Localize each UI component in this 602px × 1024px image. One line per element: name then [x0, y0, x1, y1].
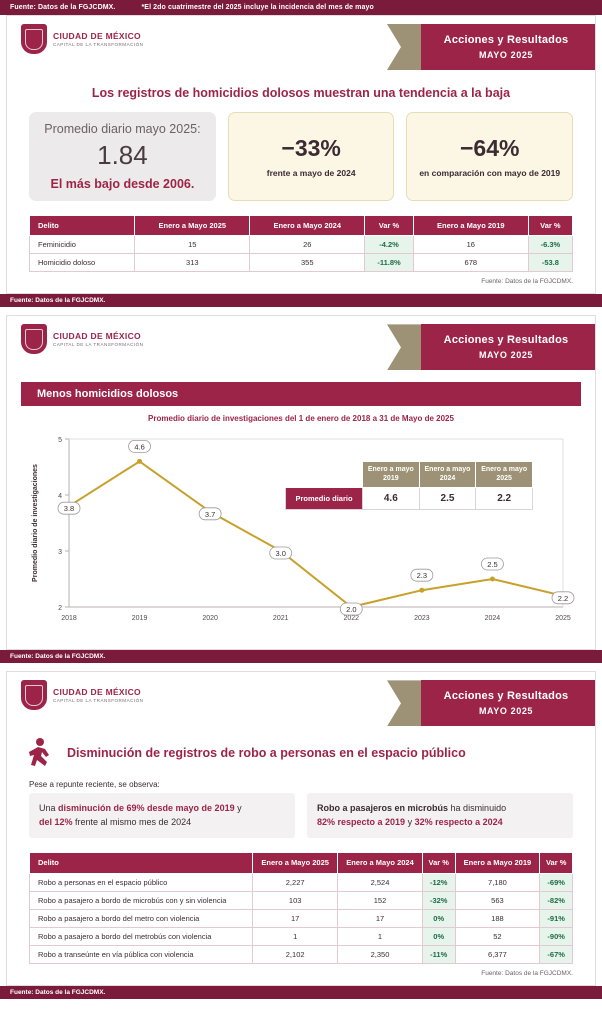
table-cell: 563	[455, 891, 540, 909]
header-ribbon	[387, 24, 595, 70]
table-cell: 17	[338, 909, 423, 927]
top-source-text: Fuente: Datos de la FGJCDMX.	[10, 4, 116, 11]
table-cell: 6,377	[455, 945, 540, 963]
cdmx-logo	[7, 24, 143, 54]
table-cell: 1	[338, 927, 423, 945]
cell-2025: 15	[135, 236, 250, 254]
svg-text:4.6: 4.6	[134, 442, 145, 452]
table-cell: Robo a pasajero a bordo del metro con violencia	[30, 909, 253, 927]
svg-text:4: 4	[58, 493, 62, 501]
box1-line2-rest: frente al mismo mes de 2024	[72, 816, 192, 827]
svg-text:3.7: 3.7	[204, 510, 216, 520]
table-cell: 2,227	[253, 873, 338, 891]
top-note-text: *El 2do cuatrimestre del 2025 incluye la incidencia del mes de mayo	[141, 4, 374, 11]
slide2-band-title: Menos homicidios dolosos	[21, 382, 581, 406]
slide3-highlight-boxes	[7, 793, 595, 838]
ribbon-tail	[387, 324, 421, 370]
table-cell: -91%	[540, 909, 573, 927]
cell-2019: 678	[413, 254, 528, 272]
box1-line2-strong: del 12%	[39, 816, 73, 827]
box1-mid: y	[234, 803, 242, 814]
col-delito: Delito	[30, 216, 135, 236]
brand-line2: CAPITAL DE LA TRANSFORMACIÓN	[53, 342, 144, 348]
table-cell: Robo a pasajero a bordo de microbús con y sin violencia	[30, 891, 253, 909]
cell-2025: 313	[135, 254, 250, 272]
slide-3	[0, 671, 602, 998]
cell-var24: -4.2%	[365, 236, 414, 254]
daily-average-value: 1.84	[97, 140, 148, 170]
cdmx-logo	[7, 680, 143, 710]
svg-text:2018: 2018	[61, 615, 77, 623]
col-var-2024: Var %	[365, 216, 414, 236]
cell-2024: 26	[250, 236, 365, 254]
svg-text:2020: 2020	[202, 615, 218, 623]
cell-var24: -11.8%	[365, 254, 414, 272]
col-delito: Delito	[30, 853, 253, 873]
highlight-box-1	[29, 793, 295, 838]
table-row	[30, 254, 573, 272]
svg-text:2025: 2025	[555, 615, 571, 623]
header-ribbon	[387, 680, 595, 726]
col-ene-may-2024: Enero a Mayo 2024	[250, 216, 365, 236]
table-cell: -32%	[422, 891, 455, 909]
cell-var19: -53.8	[528, 254, 572, 272]
table-cell: -90%	[540, 927, 573, 945]
table-row	[30, 236, 573, 254]
cell-delito: Feminicidio	[30, 236, 135, 254]
mini-val-2024: 2.5	[419, 488, 476, 510]
running-person-icon	[23, 736, 57, 770]
slide1-source: Fuente: Datos de la FGJCDMX.	[481, 278, 573, 286]
mini-col-blank	[286, 462, 363, 488]
table-cell: Robo a pasajero a bordo del metrobús con violencia	[30, 927, 253, 945]
variation-2019-card	[406, 112, 573, 201]
ribbon-title: Acciones y Resultados	[443, 334, 569, 347]
col-ene-may-2019: Enero a Mayo 2019	[455, 853, 540, 873]
box1-pre: Una	[39, 803, 59, 814]
svg-text:2022: 2022	[343, 615, 360, 623]
ribbon-title: Acciones y Resultados	[443, 34, 569, 46]
header-ribbon	[387, 324, 595, 370]
table-cell: 2,102	[253, 945, 338, 963]
col-ene-may-2019: Enero a Mayo 2019	[413, 216, 528, 236]
slide3-lead: Pese a repunte reciente, se observa:	[29, 780, 160, 790]
svg-text:2.2: 2.2	[557, 594, 569, 604]
mini-col-2025: Enero a mayo 2025	[476, 462, 533, 488]
table-cell: 2,524	[338, 873, 423, 891]
brand-line2: CAPITAL DE LA TRANSFORMACIÓN	[53, 42, 144, 47]
table-cell: 188	[455, 909, 540, 927]
cell-2019: 16	[413, 236, 528, 254]
col-ene-may-2025: Enero a Mayo 2025	[135, 216, 250, 236]
slide2-summary-table	[285, 461, 533, 510]
slide3-header	[7, 672, 595, 732]
mini-val-2019: 4.6	[363, 488, 420, 510]
svg-text:2019: 2019	[131, 615, 148, 623]
top-source-bar	[0, 0, 602, 15]
table-header-row	[286, 462, 533, 488]
col-var-2019: Var %	[540, 853, 573, 873]
col-var-2019: Var %	[528, 216, 572, 236]
table-cell: 0%	[422, 909, 455, 927]
table-row	[30, 909, 573, 927]
line-chart-svg	[23, 425, 593, 640]
table-cell: -82%	[540, 891, 573, 909]
shield-icon	[21, 680, 47, 710]
slide1-footer: Fuente: Datos de la FGJCDMX.	[0, 294, 602, 307]
shield-icon	[21, 24, 47, 54]
mini-col-2024: Enero a mayo 2024	[419, 462, 476, 488]
table-cell: 0%	[422, 927, 455, 945]
table-cell: -69%	[540, 873, 573, 891]
cell-delito: Homicidio doloso	[30, 254, 135, 272]
table-header-row	[30, 853, 573, 873]
variation-2019-value: −64%	[459, 134, 520, 161]
slide1-title: Los registros de homicidios dolosos muestran una tendencia a la baja	[91, 86, 511, 100]
homicide-line-chart	[7, 425, 595, 649]
cell-var19: -6.3%	[528, 236, 572, 254]
variation-2019-note: en comparación con mayo de 2019	[419, 167, 561, 178]
svg-text:3.0: 3.0	[275, 549, 286, 559]
table-cell: -11%	[422, 945, 455, 963]
brand-line2: CAPITAL DE LA TRANSFORMACIÓN	[53, 698, 144, 704]
svg-text:2021: 2021	[272, 615, 289, 623]
table-cell: Robo a personas en el espacio público	[30, 873, 253, 891]
table-cell: 103	[253, 891, 338, 909]
daily-average-note: El más bajo desde 2006.	[50, 177, 195, 191]
ribbon-date: MAYO 2025	[478, 350, 534, 361]
table-cell: 7,180	[455, 873, 540, 891]
slide-1	[0, 15, 602, 307]
svg-text:2.0: 2.0	[346, 605, 357, 615]
box2-strong3: 32% respecto a 2024	[414, 816, 503, 827]
ribbon-tail	[387, 24, 421, 70]
col-ene-may-2024: Enero a Mayo 2024	[338, 853, 423, 873]
ribbon-title: Acciones y Resultados	[443, 690, 569, 703]
brand-line1: CIUDAD DE MÉXICO	[53, 687, 141, 698]
cell-2024: 355	[250, 254, 365, 272]
ribbon-date: MAYO 2025	[478, 50, 534, 60]
ribbon-date: MAYO 2025	[478, 706, 534, 717]
highlight-box-2	[307, 793, 573, 838]
mini-val-2025: 2.2	[476, 488, 533, 510]
table-row	[30, 873, 573, 891]
slide1-table	[29, 215, 573, 272]
slide2-header	[7, 316, 595, 376]
daily-average-card	[29, 112, 216, 201]
table-row	[30, 945, 573, 963]
slide-2	[0, 315, 602, 663]
table-cell: 152	[338, 891, 423, 909]
table-cell: 2,350	[338, 945, 423, 963]
svg-text:2024: 2024	[484, 615, 501, 623]
brand-line1: CIUDAD DE MÉXICO	[53, 331, 141, 342]
table-header-row	[30, 216, 573, 236]
table-cell: 17	[253, 909, 338, 927]
ribbon-tail	[387, 680, 421, 726]
slide3-source: Fuente: Datos de la FGJCDMX.	[481, 969, 573, 977]
svg-text:2023: 2023	[414, 615, 430, 623]
svg-text:3.8: 3.8	[63, 504, 75, 514]
table-row	[30, 927, 573, 945]
brand-line1: CIUDAD DE MÉXICO	[53, 31, 141, 41]
variation-2024-note: frente a mayo de 2024	[266, 167, 356, 178]
slide3-table	[29, 852, 573, 963]
daily-average-label: Promedio diario mayo 2025:	[44, 122, 201, 136]
svg-text:5: 5	[58, 437, 62, 445]
box2-pre: Robo a pasajeros en microbús	[317, 803, 449, 814]
mini-row-label: Promedio diario	[286, 488, 363, 510]
table-row	[30, 891, 573, 909]
table-cell: -12%	[422, 873, 455, 891]
variation-2024-card	[228, 112, 395, 201]
slide2-subtitle: Promedio diario de investigaciones del 1 de enero de 2018 a 31 de Mayo de 2025	[148, 414, 454, 424]
svg-text:Promedio diario de investigaci: Promedio diario de investigaciones	[32, 464, 39, 583]
svg-text:2.3: 2.3	[416, 571, 428, 581]
table-cell: -67%	[540, 945, 573, 963]
box2-strong2: 82% respecto a 2019	[317, 816, 406, 827]
box2-mid2: y	[405, 816, 415, 827]
svg-text:2.5: 2.5	[487, 560, 498, 570]
table-cell: 52	[455, 927, 540, 945]
cdmx-logo	[7, 324, 143, 354]
table-row	[286, 488, 533, 510]
slide2-footer: Fuente: Datos de la FGJCDMX.	[0, 650, 602, 663]
table-cell: Robo a transeúnte en vía pública con violencia	[30, 945, 253, 963]
mini-col-2019: Enero a mayo 2019	[363, 462, 420, 488]
variation-2024-value: −33%	[281, 134, 341, 161]
slide3-title-row	[7, 732, 595, 770]
shield-icon	[21, 324, 47, 354]
svg-text:2: 2	[58, 605, 62, 613]
slide3-title: Disminución de registros de robo a personas en el espacio público	[67, 746, 466, 761]
box1-strong: disminución de 69% desde mayo de 2019	[58, 803, 235, 814]
table-cell: 1	[253, 927, 338, 945]
col-var-2024: Var %	[422, 853, 455, 873]
slide3-footer: Fuente: Datos de la FGJCDMX.	[0, 986, 602, 999]
slide1-header	[7, 16, 595, 76]
box2-mid: ha disminuido	[448, 803, 507, 814]
svg-text:3: 3	[58, 549, 62, 557]
col-ene-may-2025: Enero a Mayo 2025	[253, 853, 338, 873]
slide1-cards	[7, 112, 595, 201]
